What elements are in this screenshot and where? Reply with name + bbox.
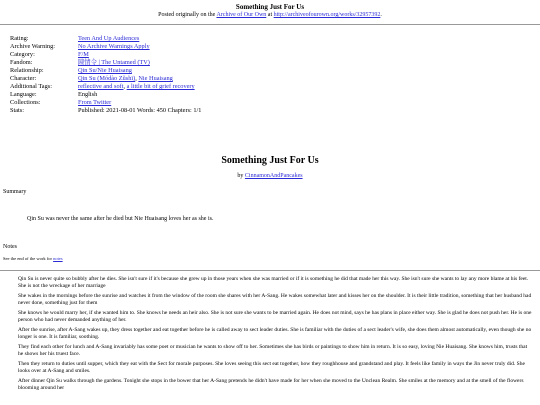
story-paragraph: She wakes in the mornings before the sunrise and watches it from the window of the room she shares with her A-Sang. He wakes somewhat later and kisses her on the shoulder. It is their little tradition, something that her husband had never done, something just for them (18, 293, 532, 306)
posted-line (0, 11, 540, 19)
stats-value: Published: 2021-08-01 Words: 450 Chapters: 1/1 (78, 107, 202, 114)
tag-link-reflective[interactable]: reflective and soft (78, 83, 124, 90)
meta-warning (10, 43, 534, 51)
work-meta (0, 25, 540, 143)
tag-link-grief-recovery[interactable]: a little bit of grief recovery (126, 83, 195, 90)
meta-fandom (10, 59, 534, 67)
meta-label: Category: (10, 51, 35, 58)
meta-separator: , (135, 75, 139, 82)
story-paragraph: After the sunrise, after A-Sang wakes up, they dress together and eat together before he is called away to sect leader duties. She is familiar with the duties of a sect leader's wife, she does them almost automatically, even though she no longer is one. It is familiar, soothing. (18, 327, 532, 340)
notes-link[interactable]: notes (53, 256, 63, 261)
notes-pointer (0, 256, 540, 262)
story-paragraph: Qin Su is never quite so bubbly after he dies. She isn't sure if it's because she grew up in those years when she was married or if it is something he did that made her this way. She isn't sure she wants to lay any more blame at his feet. She is not the wreckage of her marriage (18, 276, 529, 289)
meta-separator: , (123, 83, 127, 90)
meta-tags (10, 83, 534, 91)
work-url-link[interactable]: http://archiveofourown.org/works/32957392 (273, 12, 381, 18)
preface-header (0, 0, 540, 19)
meta-language (10, 91, 534, 99)
archive-link[interactable]: Archive of Our Own (216, 12, 267, 18)
meta-label: Fandom: (10, 59, 33, 66)
notes-pointer-prefix: See the end of the work for (3, 256, 54, 261)
story-paragraph: After dinner Qin Su walks through the gardens. Tonight she stops in the bower that her A-Sang pretends he didn't have made for her when she moved to the Unclean Realm. She smiles at the memory and at the smell of the flowers blooming around her (18, 378, 524, 391)
notes-heading: Notes (3, 244, 17, 250)
story-paragraph: Then they return to duties until supper, which they eat with the Sect for morale purposes. She loves seeing this sect eat together, how they roughhouse and grandstand and play. It feels like family in ways the Jin never truly did. She looks over at A-Sang and smiles. (18, 361, 525, 374)
meta-collections (10, 99, 534, 107)
posted-suffix: . (380, 12, 382, 18)
character-link-nie-huaisang[interactable]: Nie Huaisang (138, 75, 173, 82)
fandom-link[interactable]: 陳情令 | The Untamed (TV) (78, 59, 150, 66)
meta-character (10, 75, 534, 83)
meta-label: Character: (10, 75, 37, 82)
rating-link[interactable]: Teen And Up Audiences (78, 35, 140, 42)
meta-label: Relationship: (10, 67, 44, 74)
meta-stats (10, 107, 534, 115)
posted-middle: at (266, 12, 274, 18)
language-value: English (78, 91, 98, 98)
byline-prefix: by (237, 173, 245, 179)
work-title: Something Just For Us (221, 155, 319, 166)
collection-link[interactable]: From Twitter (78, 99, 112, 106)
author-link[interactable]: CinnamonAndPancakes (244, 173, 303, 179)
story-paragraph: She knows he would marry her, if she wanted him to. She knows he needs an heir also. She is not sure she wants to be married again. He does not mind, says he has plans in place either way. She is glad he does not push her. He is one person who had never demanded anything of her. (18, 310, 532, 323)
meta-label: Additional Tags: (10, 83, 52, 90)
meta-relationship (10, 67, 534, 75)
meta-label: Language: (10, 91, 37, 98)
posted-prefix: Posted originally on the (158, 12, 217, 18)
summary-heading: Summary (3, 189, 27, 195)
byline (0, 172, 540, 180)
meta-rating (10, 35, 534, 43)
meta-category (10, 51, 534, 59)
relationship-link[interactable]: Qin Su/Nie Huaisang (78, 67, 132, 74)
header-title: Something Just For Us (235, 3, 305, 11)
meta-label: Collections: (10, 99, 41, 106)
category-link[interactable]: F/M (78, 51, 89, 58)
meta-label: Stats: (10, 107, 24, 114)
character-link-qin-su[interactable]: Qin Su (Módào Zǔshī) (78, 75, 136, 82)
story-body (0, 271, 540, 392)
meta-label: Archive Warning: (10, 43, 56, 50)
warning-link[interactable]: No Archive Warnings Apply (78, 43, 150, 50)
summary-text: Qin Su was never the same after he died but Nie Huaisang loves her as she is. (27, 216, 214, 222)
meta-label: Rating: (10, 35, 29, 42)
story-paragraph: They find each other for lunch and A-Sang invariably has some poet or musician he wants to show off to her. Sometimes she has birds or paintings to show him in return. It is so easy, loving Nie Huaisang. She knows him, trusts that he shows her his truest face. (18, 344, 528, 357)
